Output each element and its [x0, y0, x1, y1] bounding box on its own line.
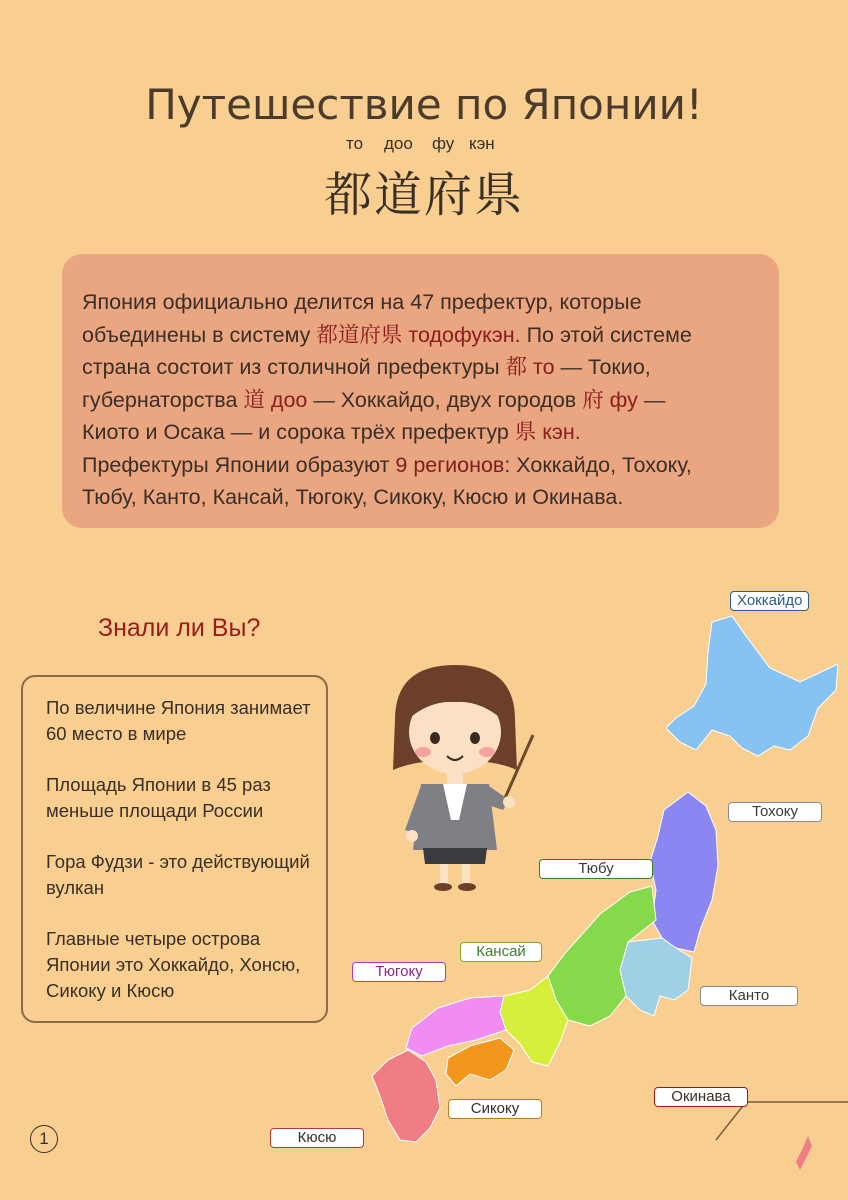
label-shikoku: Сикоку — [448, 1099, 542, 1119]
region-hokkaido — [666, 616, 838, 756]
page-number: 1 — [30, 1125, 58, 1153]
facts-title: Знали ли Вы? — [98, 614, 261, 642]
label-tohoku: Тохоку — [728, 802, 822, 822]
region-kyushu — [372, 1050, 440, 1142]
page-title: Путешествие по Японии! — [145, 80, 703, 129]
label-okinawa: Окинава — [654, 1087, 748, 1107]
label-kansai: Кансай — [460, 942, 542, 962]
label-chugoku: Тюгоку — [352, 962, 446, 982]
label-kyushu: Кюсю — [270, 1128, 364, 1148]
kanji-heading: 都道府県 — [323, 167, 524, 223]
furigana-ken: кэн — [469, 134, 495, 153]
furigana-fu: фу — [432, 134, 455, 153]
fact-item: Гора Фудзи - это действующий вулкан — [46, 851, 310, 898]
region-shikoku — [446, 1038, 514, 1086]
japan-map — [0, 580, 848, 1200]
furigana-to: то — [346, 134, 364, 153]
region-okinawa — [796, 1136, 812, 1170]
furigana-row — [0, 134, 848, 154]
intro-text: Япония официально делится на 47 префектур, которые объединены в систему 都道府県 тодофукэн. По этой системе страна состоит из столичной префектуры 都 то — Токио, губернаторства 道 доо — Хоккайдо, двух городов 府 фу — Киото и Осака — и сорока трёх префектур 県 кэн. Префектуры Японии образуют 9 регионов: Хоккайдо, Тохоку, Тюбу, Канто, Кансай, Тюгоку, Сикоку, Кюсю и Окинава. — [82, 290, 692, 509]
label-kanto: Канто — [700, 986, 798, 1006]
furigana-doo: доо — [384, 134, 413, 153]
fact-item: По величине Япония занимает 60 место в мире — [46, 697, 311, 744]
label-hokkaido: Хоккайдо — [730, 591, 809, 611]
fact-item: Главные четыре острова Японии это Хоккайдо, Хонсю, Сикоку и Кюсю — [46, 928, 301, 1001]
region-kanto — [620, 938, 692, 1016]
label-chubu: Тюбу — [539, 859, 653, 879]
region-tohoku — [650, 792, 718, 952]
okinawa-inset-frame — [716, 1102, 848, 1140]
fact-item: Площадь Японии в 45 раз меньше площади России — [46, 774, 271, 821]
